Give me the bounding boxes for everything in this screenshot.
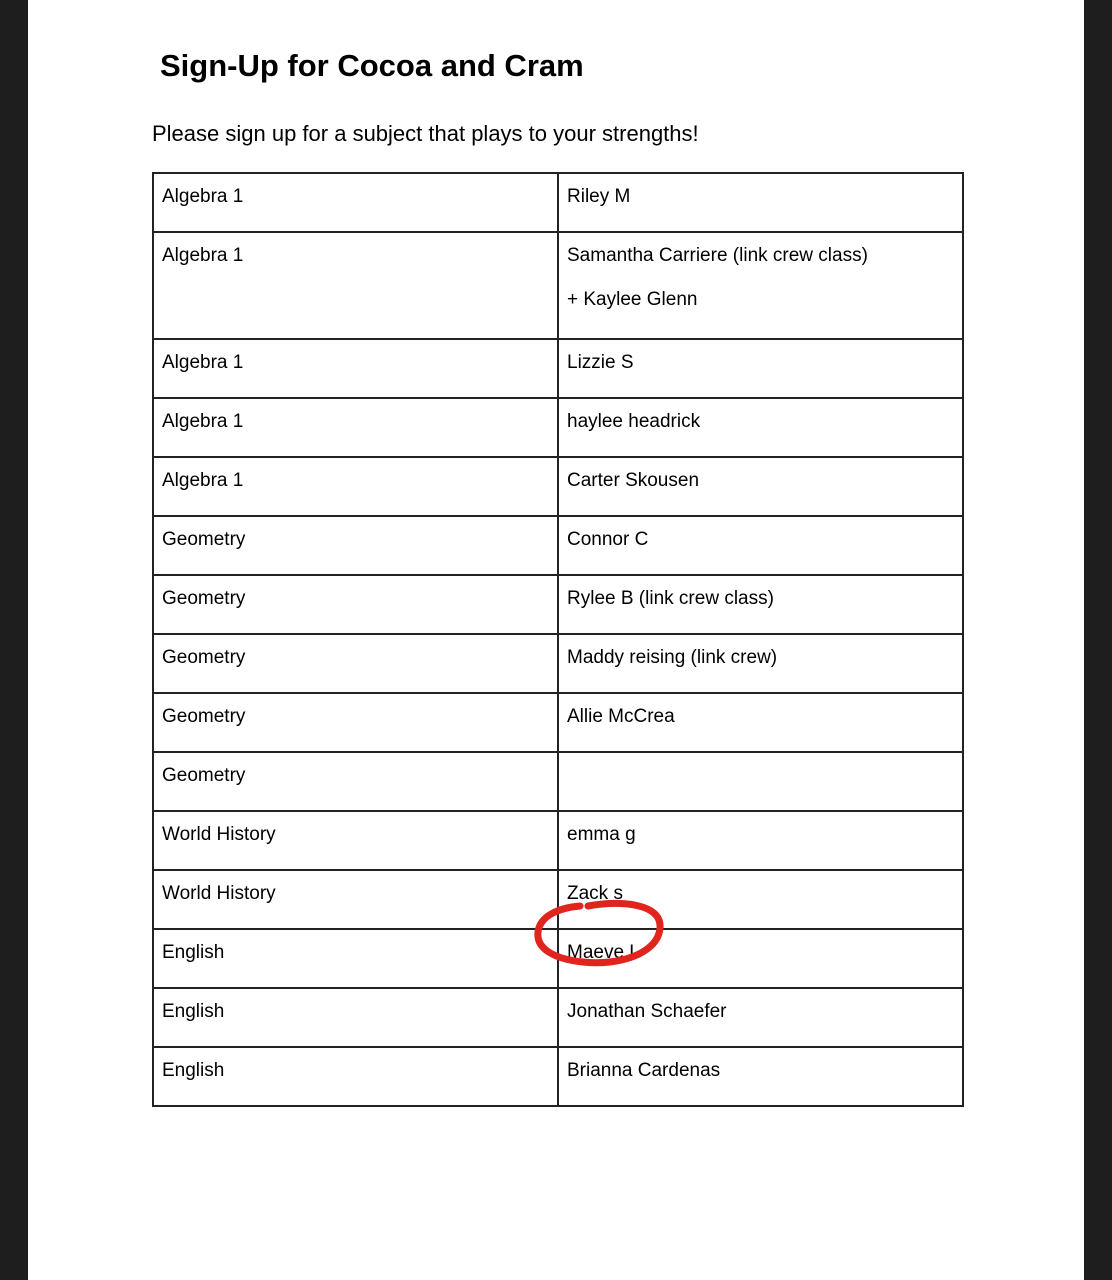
page-subtitle: Please sign up for a subject that plays to your strengths! xyxy=(152,121,699,146)
subject-cell: World History xyxy=(153,870,558,929)
name-cell[interactable] xyxy=(558,1047,963,1106)
name-cell-empty[interactable] xyxy=(558,752,963,811)
table-row xyxy=(153,988,963,1047)
table-row xyxy=(153,752,963,811)
table-row xyxy=(153,870,963,929)
subject-cell: Algebra 1 xyxy=(153,398,558,457)
name-cell[interactable] xyxy=(558,929,963,988)
signup-table xyxy=(152,172,964,1107)
table-row xyxy=(153,398,963,457)
name-cell[interactable] xyxy=(558,634,963,693)
name-cell[interactable] xyxy=(558,457,963,516)
subject-cell: Geometry xyxy=(153,634,558,693)
subject-cell: Algebra 1 xyxy=(153,232,558,339)
subject-cell: Algebra 1 xyxy=(153,457,558,516)
subject-cell: Geometry xyxy=(153,575,558,634)
subject-cell: English xyxy=(153,988,558,1047)
name-entry: Carter Skousen xyxy=(567,470,700,491)
name-entry: Riley M xyxy=(567,186,631,207)
name-cell[interactable] xyxy=(558,232,963,339)
table-row xyxy=(153,693,963,752)
subject-cell: Geometry xyxy=(153,516,558,575)
subject-cell: Geometry xyxy=(153,693,558,752)
table-row xyxy=(153,929,963,988)
name-entry: Brianna Cardenas xyxy=(567,1060,721,1081)
subject-cell: Algebra 1 xyxy=(153,173,558,232)
name-entry: + Kaylee Glenn xyxy=(567,289,698,310)
name-entry: Allie McCrea xyxy=(567,706,675,727)
name-entry: Rylee B (link crew class) xyxy=(567,588,774,609)
subject-cell: English xyxy=(153,929,558,988)
document-page xyxy=(28,0,1084,1280)
name-cell[interactable] xyxy=(558,811,963,870)
name-cell[interactable] xyxy=(558,516,963,575)
name-entry: emma g xyxy=(567,824,636,845)
subject-cell: Algebra 1 xyxy=(153,339,558,398)
name-cell[interactable] xyxy=(558,339,963,398)
table-row xyxy=(153,1047,963,1106)
name-cell[interactable] xyxy=(558,173,963,232)
name-entry: haylee headrick xyxy=(567,411,701,432)
name-entry: Maddy reising (link crew) xyxy=(567,647,778,668)
name-entry: Jonathan Schaefer xyxy=(567,1001,727,1022)
name-cell[interactable] xyxy=(558,575,963,634)
subject-cell: Geometry xyxy=(153,752,558,811)
name-entry: Lizzie S xyxy=(567,352,634,373)
table-row xyxy=(153,516,963,575)
table-row xyxy=(153,811,963,870)
subject-cell: World History xyxy=(153,811,558,870)
table-row xyxy=(153,575,963,634)
name-entry: Zack s xyxy=(567,883,623,904)
table-row xyxy=(153,173,963,232)
name-cell[interactable] xyxy=(558,693,963,752)
name-cell[interactable] xyxy=(558,398,963,457)
subject-cell: English xyxy=(153,1047,558,1106)
name-cell[interactable] xyxy=(558,988,963,1047)
page-title: Sign-Up for Cocoa and Cram xyxy=(160,48,584,83)
name-entry: Samantha Carriere (link crew class) xyxy=(567,245,868,266)
name-entry: Maeve L xyxy=(567,942,640,963)
table-row xyxy=(153,634,963,693)
name-cell[interactable] xyxy=(558,870,963,929)
table-row xyxy=(153,457,963,516)
name-entry: Connor C xyxy=(567,529,649,550)
table-row xyxy=(153,232,963,339)
table-row xyxy=(153,339,963,398)
